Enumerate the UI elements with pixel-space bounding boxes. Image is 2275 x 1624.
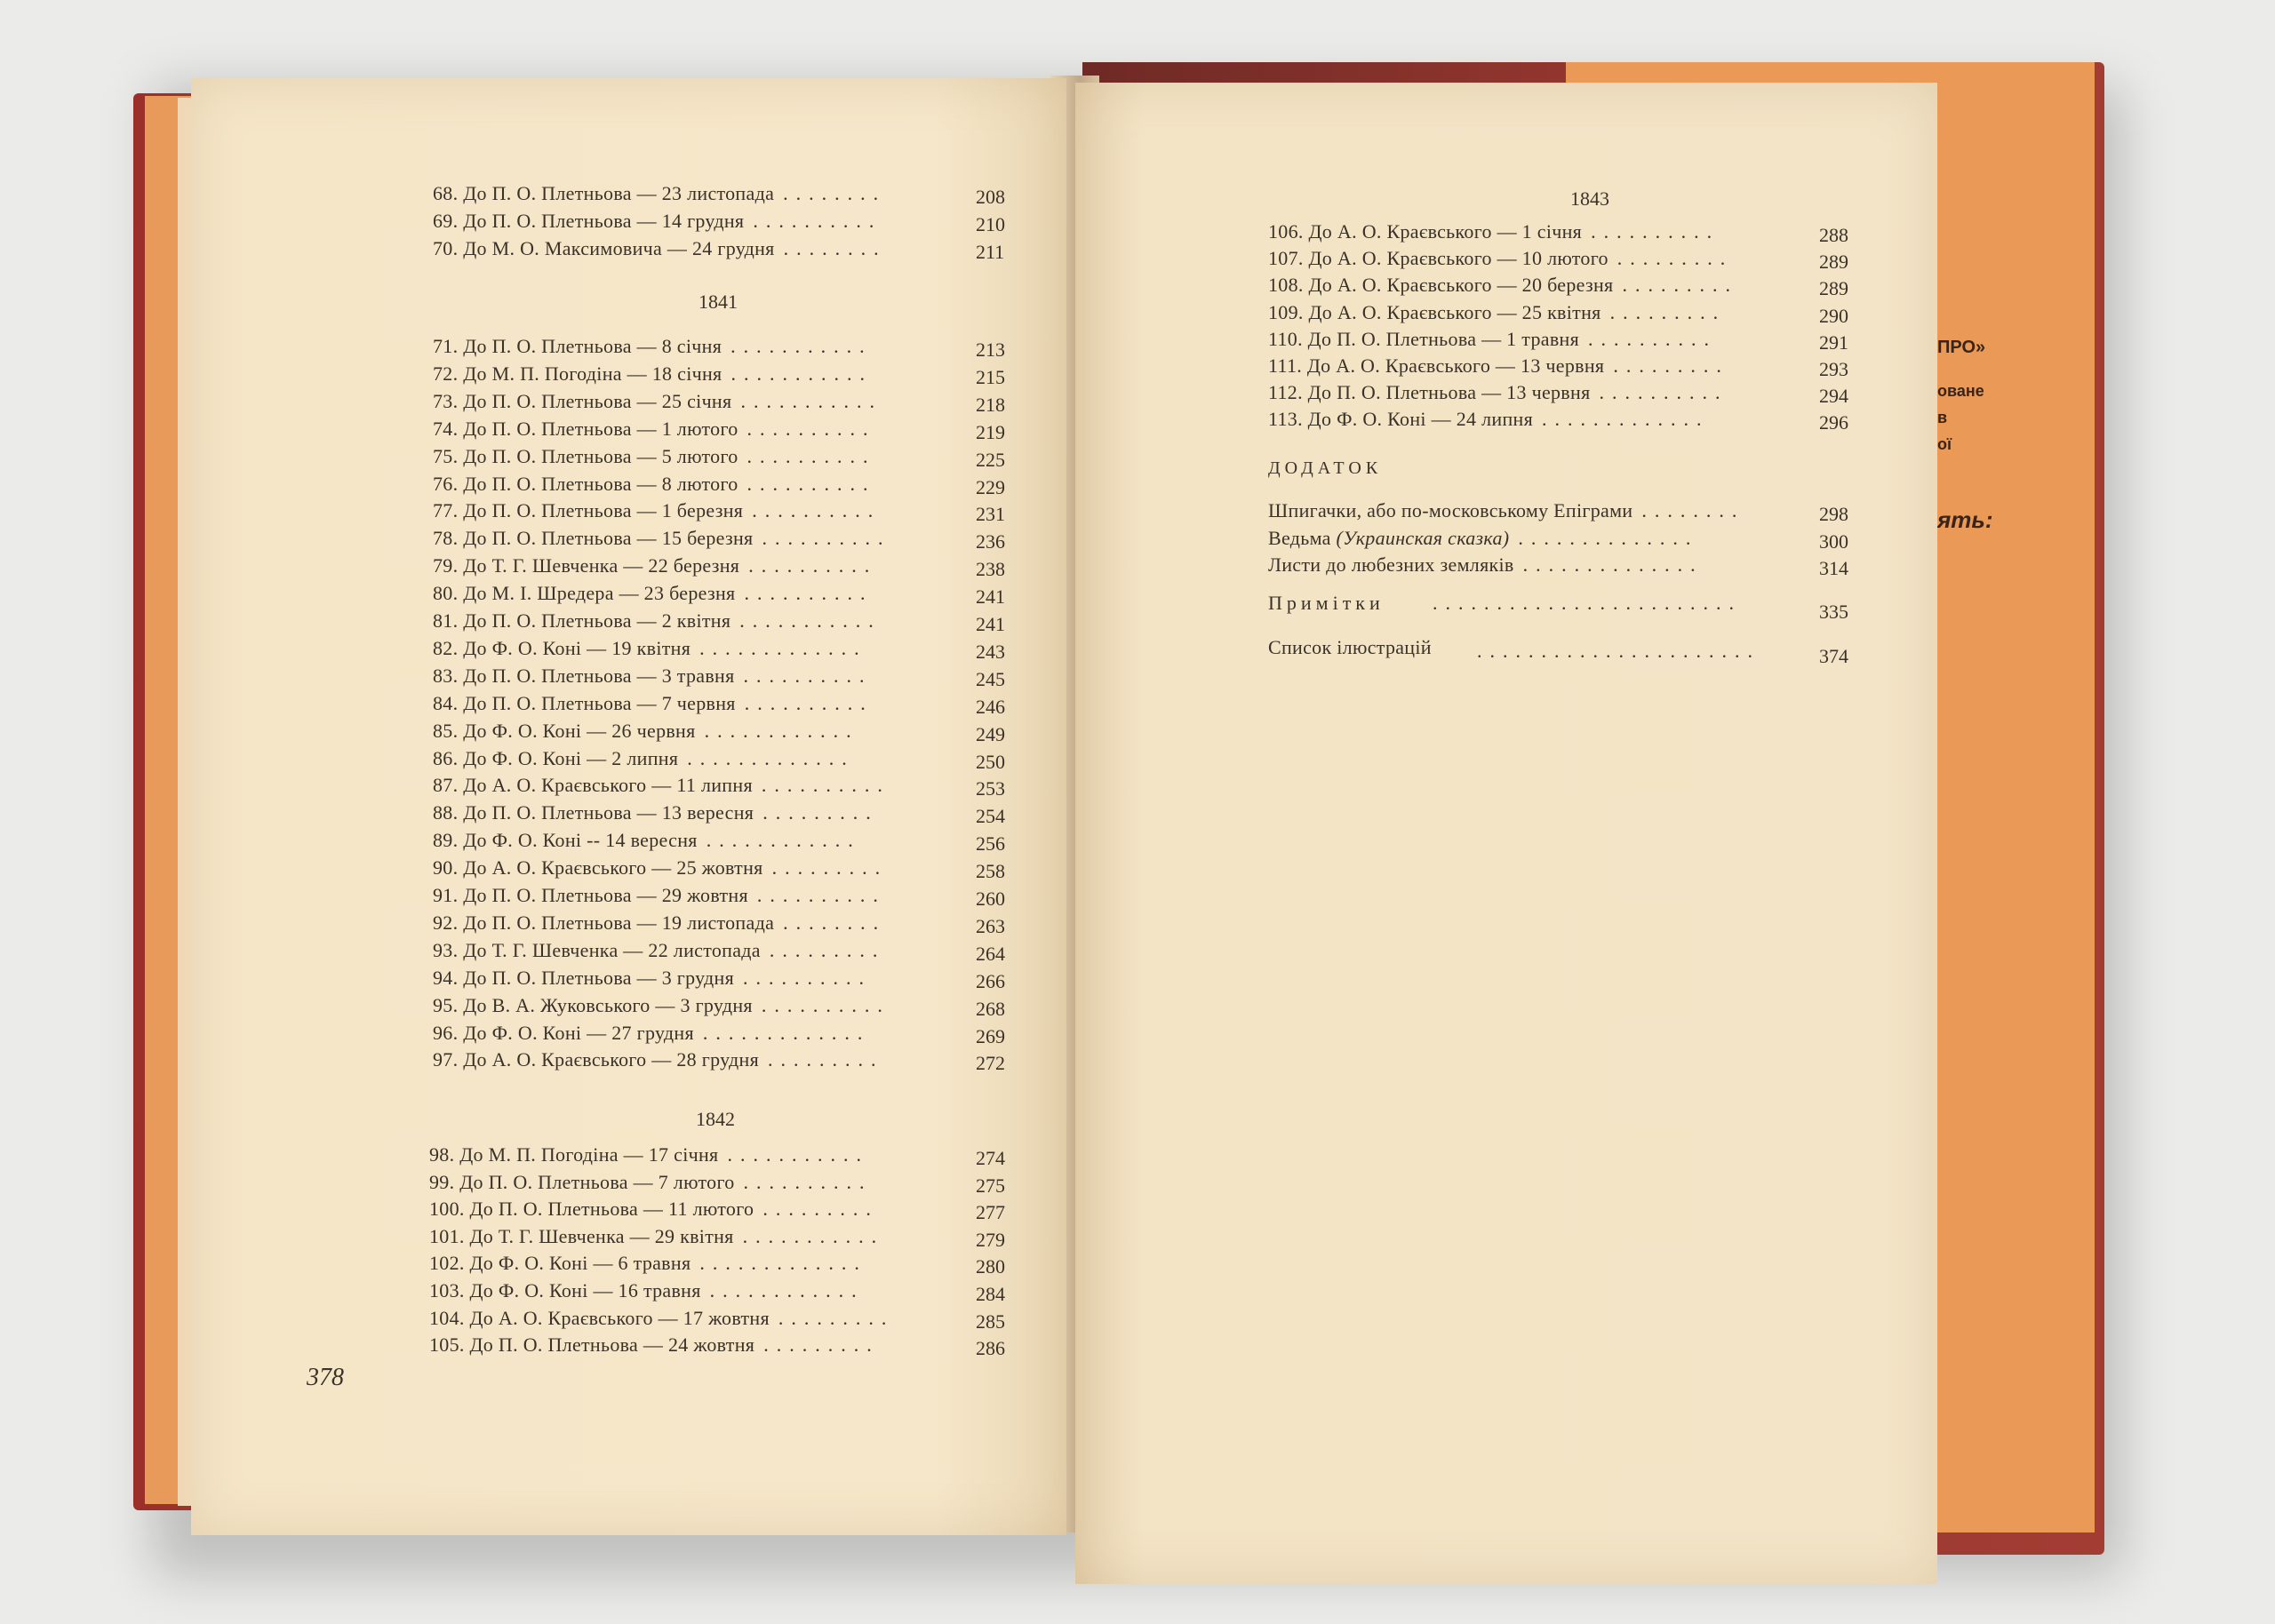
toc-entry-title: Шпигачки, або по-московському Епіграми [1268,499,1633,521]
toc-entry-page: 243 [976,640,1005,663]
toc-entry-page: 290 [1819,304,1848,327]
toc-entry-title: 92. До П. О. Плетньова — 19 листопада [433,911,775,934]
leader-dots: ........ [783,182,887,204]
toc-entry-page: 250 [976,750,1005,773]
toc-entry-page: 289 [1819,277,1848,300]
toc-entry-title: 99. До П. О. Плетньова — 7 лютого [429,1170,735,1193]
toc-entry-page: 264 [976,942,1005,965]
toc-entry-title: 83. До П. О. Плетньова — 3 травня [433,664,735,687]
toc-entry-page: 229 [976,475,1005,498]
leader-dots: ......... [778,1306,895,1329]
leader-dots: ......... [1609,300,1727,323]
leader-dots: ........ [783,236,887,259]
toc-entry-title: 90. До А. О. Краєвського — 25 жовтня [433,856,763,880]
leader-dots: ........... [730,335,873,357]
toc-entry [1268,247,1608,270]
toc-entry-page: 286 [976,1337,1005,1360]
toc-entry-title: 82. До Ф. О. Коні — 19 квітня [433,636,691,659]
toc-entry-title: 105. До П. О. Плетньова — 24 жовтня [429,1333,755,1357]
leader-dots: ........... [730,362,873,385]
toc-entry-title: 73. До П. О. Плетньова — 25 січня [433,389,732,412]
toc-entry-page: 294 [1819,385,1848,408]
toc-entry-page: 277 [976,1201,1005,1224]
leader-dots: ........... [740,389,882,412]
toc-entry-page: 275 [976,1174,1005,1197]
leader-dots: ........ [783,911,887,934]
leader-dots: ......... [1622,274,1738,297]
leader-dots: ......... [762,1198,879,1221]
endpaper-text: ять: [1937,506,1993,533]
toc-entry-title: 107. До А. О. Краєвського — 10 лютого [1268,247,1608,270]
toc-entry-page: 225 [976,448,1005,471]
leader-dots: .......... [743,1170,873,1193]
toc-entry-title: 79. До Т. Г. Шевченка — 22 березня [433,554,740,577]
leader-dots: .......... [744,582,874,605]
leader-dots: .......... [1591,220,1720,243]
toc-entry-title: 74. До П. О. Плетньова — 1 лютого [433,417,738,440]
year-heading: 1841 [698,291,738,313]
leader-dots: ........................ [1433,592,1742,614]
toc-entry-page: 291 [1819,330,1848,354]
toc-entry-title: 109. До А. О. Краєвського — 25 квітня [1268,300,1601,323]
toc-entry [1268,527,1509,550]
toc-entry-page: 269 [976,1024,1005,1047]
toc-entry-title: 87. До А. О. Краєвського — 11 липня [433,774,753,797]
leader-dots: ............. [702,1021,871,1044]
toc-entry-page: 266 [976,969,1005,992]
toc-entry-title: 112. До П. О. Плетньова — 13 червня [1268,381,1591,404]
toc-entry-title: 69. До П. О. Плетньова — 14 грудня [433,209,745,232]
toc-entry [1268,408,1533,431]
toc-entry-page: 256 [976,832,1005,856]
toc-entry-page: 272 [976,1052,1005,1075]
toc-entry-page: 241 [976,613,1005,635]
toc-entry [1268,553,1514,577]
toc-entry-title: Ведьма (Украинская сказка) [1268,526,1510,549]
leader-dots: .......... [753,209,882,232]
toc-entry-page: 208 [976,186,1005,208]
leader-dots: ............. [699,636,867,659]
toc-entry-page: 245 [976,667,1005,690]
toc-entry-page: 288 [1819,224,1848,246]
toc-entry-page: 293 [1819,358,1848,380]
page-number: 378 [307,1364,344,1391]
toc-entry-title: 98. До М. П. Погодіна — 17 січня [429,1143,719,1166]
toc-entry-page: 263 [976,914,1005,937]
toc-entry-title: 68. До П. О. Плетньова — 23 листопада [433,182,775,204]
toc-entry-page: 289 [1819,251,1848,274]
leader-dots: .......... [746,472,876,495]
leader-dots: ............ [706,829,861,852]
leader-dots: .......... [761,993,890,1016]
leader-dots: .......... [744,691,874,714]
endpaper-text: ПРО» [1937,338,1986,357]
leader-dots: ......... [1616,247,1734,270]
toc-entry-title: 95. До В. А. Жуковського — 3 грудня [433,993,753,1016]
leader-dots: ...................... [1477,640,1760,662]
leader-dots: .......... [748,554,878,577]
toc-entry-page: 268 [976,997,1005,1020]
toc-entry-title: 103. До Ф. О. Коні — 16 травня [429,1279,701,1302]
toc-entry-page: 258 [976,860,1005,883]
toc-entry-title: 76. До П. О. Плетньова — 8 лютого [433,472,738,495]
toc-entry-page: 236 [976,530,1005,553]
toc-entry-title: 104. До А. О. Краєвського — 17 жовтня [429,1306,770,1329]
toc-entry-page: 284 [976,1283,1005,1305]
toc-entry-page: 274 [976,1147,1005,1169]
toc-entry [1268,274,1613,297]
toc-entry-title: 85. До Ф. О. Коні — 26 червня [433,719,696,742]
leader-dots: ............. [687,746,855,769]
toc-entry [1268,301,1601,324]
toc-entry [1268,328,1579,351]
leader-dots: ............ [709,1279,865,1302]
leader-dots: .......... [743,966,873,989]
leader-dots: .......... [746,417,876,440]
illustrations-entry: Список ілюстрацій [1268,636,1432,658]
toc-entry-title: 89. До Ф. О. Коні -- 14 вересня [433,829,698,852]
leader-dots: ........... [727,1143,869,1166]
notes-entry: Примітки [1268,592,1385,614]
leader-dots: .......... [1599,381,1728,404]
toc-entry-title: 97. До А. О. Краєвського — 28 грудня [433,1048,759,1071]
toc-entry-title: 108. До А. О. Краєвського — 20 березня [1268,274,1614,297]
toc-entry-page: 219 [976,420,1005,443]
toc-entry-page: 279 [976,1228,1005,1251]
leader-dots: .............. [1518,526,1699,549]
leader-dots: ......... [763,1333,880,1357]
toc-entry-title: 72. До М. П. Погодіна — 18 січня [433,362,722,385]
toc-entry-page: 260 [976,888,1005,910]
endpaper-text: ої [1937,435,1952,453]
toc-entry-title: 84. До П. О. Плетньова — 7 червня [433,691,736,714]
leader-dots: ........... [742,1224,885,1247]
toc-entry-page: 211 [976,240,1005,263]
year-heading: 1842 [696,1108,735,1130]
leader-dots: ........ [1641,499,1745,521]
toc-entry-title: 113. До Ф. О. Коні — 24 липня [1268,408,1534,431]
toc-entry-title: 111. До А. О. Краєвського — 13 червня [1268,354,1605,377]
toc-entry-page: 300 [1819,529,1848,553]
toc-entry-page: 210 [976,212,1005,235]
toc-entry-title: 91. До П. О. Плетньова — 29 жовтня [433,884,748,906]
endpaper-text: оване [1937,382,1984,400]
toc-entry-page: 253 [976,777,1005,800]
toc-entry-page: 296 [1819,411,1848,434]
leader-dots: .......... [752,499,882,522]
toc-entry-title: 100. До П. О. Плетньова — 11 лютого [429,1198,754,1221]
toc-entry-title: 106. До А. О. Краєвського — 1 січня [1268,220,1583,243]
toc-entry-page: 246 [976,695,1005,718]
leader-dots: ......... [771,856,889,880]
toc-entry-page: 298 [1819,503,1848,525]
toc-entry-page: 238 [976,558,1005,581]
toc-entry-page: 241 [976,585,1005,609]
notes-page: 335 [1819,601,1848,623]
toc-entry-page: 314 [1819,557,1848,579]
leader-dots: .............. [1522,553,1704,576]
year-heading: 1843 [1570,187,1609,210]
leader-dots: ......... [762,801,879,824]
toc-entry-page: 249 [976,722,1005,745]
appendix-heading: ДОДАТОК [1268,458,1383,478]
toc-entry [1268,354,1604,378]
toc-entry [1268,220,1582,243]
toc-entry-title: 71. До П. О. Плетньова — 8 січня [433,335,722,357]
toc-entry-page: 285 [976,1310,1005,1333]
toc-entry-title: 101. До Т. Г. Шевченка — 29 квітня [429,1224,734,1247]
illustrations-page: 374 [1819,645,1848,667]
leader-dots: .......... [756,884,886,906]
leader-dots: ............. [699,1252,867,1275]
leader-dots: .......... [1588,327,1718,350]
toc-entry-title: 96. До Ф. О. Коні — 27 грудня [433,1021,694,1044]
toc-entry-title: 77. До П. О. Плетньова — 1 березня [433,499,744,522]
leader-dots: ........... [739,609,882,632]
toc-entry-page: 218 [976,393,1005,416]
leader-dots: ......... [1613,354,1729,377]
leader-dots: .......... [761,774,890,797]
toc-entry [1268,499,1632,522]
toc-entry-page: 280 [976,1255,1005,1278]
toc-entry-title: 93. До Т. Г. Шевченка — 22 листопада [433,938,761,961]
leader-dots: ......... [768,1048,884,1071]
toc-entry-title: Листи до любезних земляків [1268,553,1514,576]
toc-entry-title: 78. До П. О. Плетньова — 15 березня [433,527,754,550]
leader-dots: ......... [769,938,886,961]
toc-entry [1268,381,1591,404]
toc-entry-title: 110. До П. О. Плетньова — 1 травня [1268,327,1580,350]
toc-entry-page: 215 [976,365,1005,388]
leader-dots: .......... [743,664,873,687]
toc-entry-page: 213 [976,338,1005,361]
toc-entry-title: 102. До Ф. О. Коні — 6 травня [429,1252,691,1275]
toc-entry-page: 254 [976,805,1005,828]
leader-dots: .......... [762,527,891,550]
leader-dots: ............ [704,719,859,742]
leader-dots: .......... [746,444,876,467]
endpaper-text: в [1937,409,1948,426]
toc-entry-title: 81. До П. О. Плетньова — 2 квітня [433,609,731,632]
toc-entry-title: 75. До П. О. Плетньова — 5 лютого [433,444,738,467]
toc-entry-title: 86. До Ф. О. Коні — 2 липня [433,746,679,769]
toc-entry-page: 231 [976,503,1005,526]
toc-entry-title: 88. До П. О. Плетньова — 13 вересня [433,801,754,824]
toc-entry-title: 70. До М. О. Максимовича — 24 грудня [433,236,775,259]
toc-entry-title: 94. До П. О. Плетньова — 3 грудня [433,966,735,989]
leader-dots: ............. [1542,408,1710,431]
toc-entry-title: 80. До М. І. Шредера — 23 березня [433,582,736,605]
